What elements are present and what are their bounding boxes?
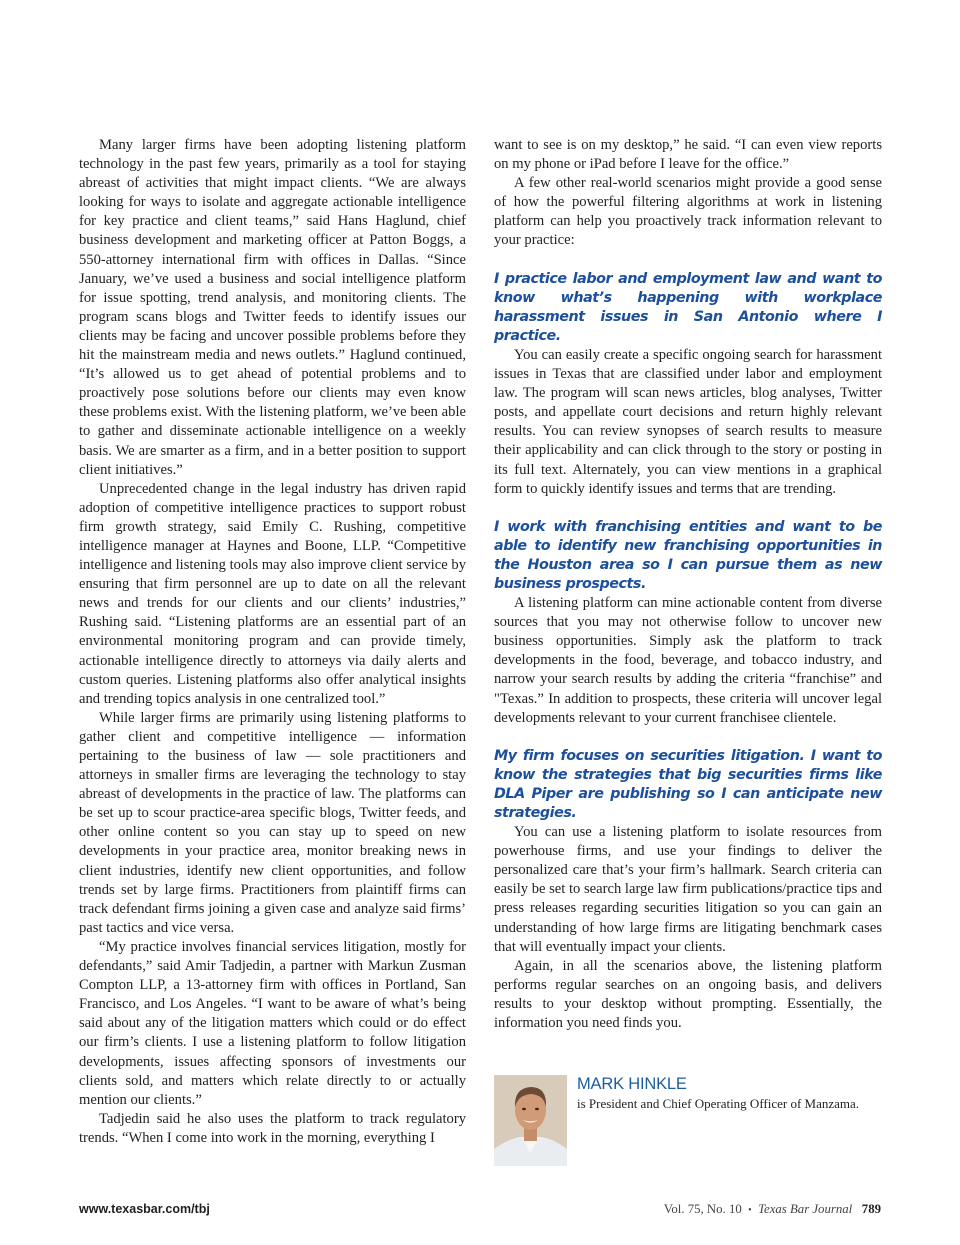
footer-url: www.texasbar.com/tbj <box>79 1202 210 1216</box>
right-column <box>494 136 882 1033</box>
scenario-heading-franchising: I work with franchising entities and want to be able to identify new franchising opportunities in the Houston area so I can pursue them as new business prospects. <box>494 518 882 592</box>
paragraph: Many larger firms have been adopting listening platform technology in the past few years, primarily as a tool for staying abreast of activities that might impact clients. “We are always looking for ways to isolate and aggregate actionable intelligence for key practice and client teams,” said Hans Haglund, chief business development and marketing officer at Patton Boggs, a 550-attorney international firm with offices in Dallas. “Since January, we’ve used a business and social intelligence platform for issue spotting, trend analysis, and monitoring clients. The program scans blogs and Twitter feeds to identify issues our clients may be facing and uncover possible problems before they hit the mainstream media and news outlets.” Haglund continued, “It’s allowed us to get ahead of potential problems and to proactively pose solutions before our clients may even know these problems exist. With the listening platform, we’ve been able to gather and disseminate actionable intelligence on a weekly basis. We are smarter as a firm, and in a better position to support client initiatives.” <box>79 137 466 478</box>
author-bio <box>494 1075 894 1167</box>
author-name: MARK HINKLE <box>577 1075 687 1093</box>
paragraph: “My practice involves financial services litigation, mostly for defendants,” said Amir Tadjedin, a partner with Markun Zusman Compton LLP, a 13-attorney firm with offices in Portland, San Francisco, and Los Angeles. “I want to be aware of what’s being said about any of the litigation matters which could or do effect our firm’s clients. I use a listening platform to follow litigation developments, issues affecting sponsors of investments our clients sold, and matters which relate directly to or actually mention our clients.” <box>79 938 466 1108</box>
scenario-heading-labor: I practice labor and employment law and want to know what’s happening with workplace harassment issues in San Antonio where I practice. <box>494 270 882 344</box>
footer-journal: Texas Bar Journal <box>758 1202 853 1216</box>
scenario-body-labor: You can easily create a specific ongoing search for harassment issues in Texas that are classified under labor and employment law. The program will scan news articles, blog analyses, Twitter posts, and appellate court decisions and return highly relevant results. You can review synopses of search results to measure their applicability and can click through to the story or posting in its full text. Alternately, you can view mentions in a graphical form to quickly identify issues and terms that are trending. <box>494 346 882 497</box>
page-number: 789 <box>861 1202 881 1216</box>
scenario-heading-securities: My firm focuses on securities litigation. I want to know the strategies that big securities firms like DLA Piper are publishing so I can anticipate new strategies. <box>494 747 882 821</box>
left-column <box>79 136 466 1148</box>
footer-issue-info <box>664 1202 881 1217</box>
paragraph: A few other real-world scenarios might provide a good sense of how the powerful filtering algorithms at work in listening platform can help you proactively track information relevant to your practice: <box>494 175 882 249</box>
paragraph: While larger firms are primarily using listening platforms to gather client and competitive intelligence — information pertaining to the business of law — sole practitioners and attorneys in smaller firms are leveraging the technology to stay abreast of developments in the practice of law. The platforms can be set up to scour practice-area specific blogs, Twitter feeds, and other online content so you can stay up to speed on new developments in your practice area, monitor breaking news in client industries, identify new client opportunities, and follow trends set by large firms. Practitioners from plaintiff firms can track defendant firms joining a given case and analyze said firms’ past tactics and vice versa. <box>79 709 466 936</box>
paragraph: Unprecedented change in the legal industry has driven rapid adoption of competitive intelligence practices to support robust firm growth strategy, said Emily C. Rushing, competitive intelligence manager at Haynes and Boone, LLP. “Competitive intelligence and listening tools may also improve client service by ensuring that firm personnel are up to date on all the relevant news and trends for our clients and our clients’ industries,” Rushing said. “Listening platforms are an essential part of an environmental monitoring program and can provide timely, actionable intelligence directly to attorneys via daily alerts and custom queries. Listening platforms also offer analytical insights and trending topics analysis in one centralized tool.” <box>79 480 466 707</box>
author-portrait-image <box>494 1075 567 1166</box>
footer-volume: Vol. 75, No. 10 <box>663 1202 742 1216</box>
paragraph: Tadjedin said he also uses the platform to track regulatory trends. “When I come into work in the morning, everything I <box>79 1110 466 1146</box>
footer-bullet: • <box>748 1205 752 1216</box>
scenario-body-securities: You can use a listening platform to isolate resources from powerhouse firms, and use your findings to deliver the personalized care that’s your firm’s hallmark. Search criteria can easily be set to search large law firm publications/practice tips and press releases regarding securities litigation so you can gain an understanding of how large firms are litigating benchmark cases that will eventually impact your clients. <box>494 824 882 955</box>
paragraph: want to see is on my desktop,” he said. “I can even view reports on my phone or iPad before I leave for the office.” <box>494 137 882 173</box>
author-description: is President and Chief Operating Officer of Manzama. <box>577 1096 860 1111</box>
author-photo <box>494 1075 567 1166</box>
scenario-body-franchising: A listening platform can mine actionable content from diverse sources that you may not otherwise follow to uncover new business opportunities. Simply ask the platform to track developments in the food, beverage, and tobacco industry, and narrow your search results by adding the criteria “franchise” and "Texas.” In addition to prospects, these criteria will uncover legal developments relevant to your current franchisee clientele. <box>494 595 882 726</box>
closing-paragraph: Again, in all the scenarios above, the listening platform performs regular searches on an ongoing basis, and delivers results to your desktop without prompting. Essentially, the information you need finds you. <box>494 957 882 1032</box>
